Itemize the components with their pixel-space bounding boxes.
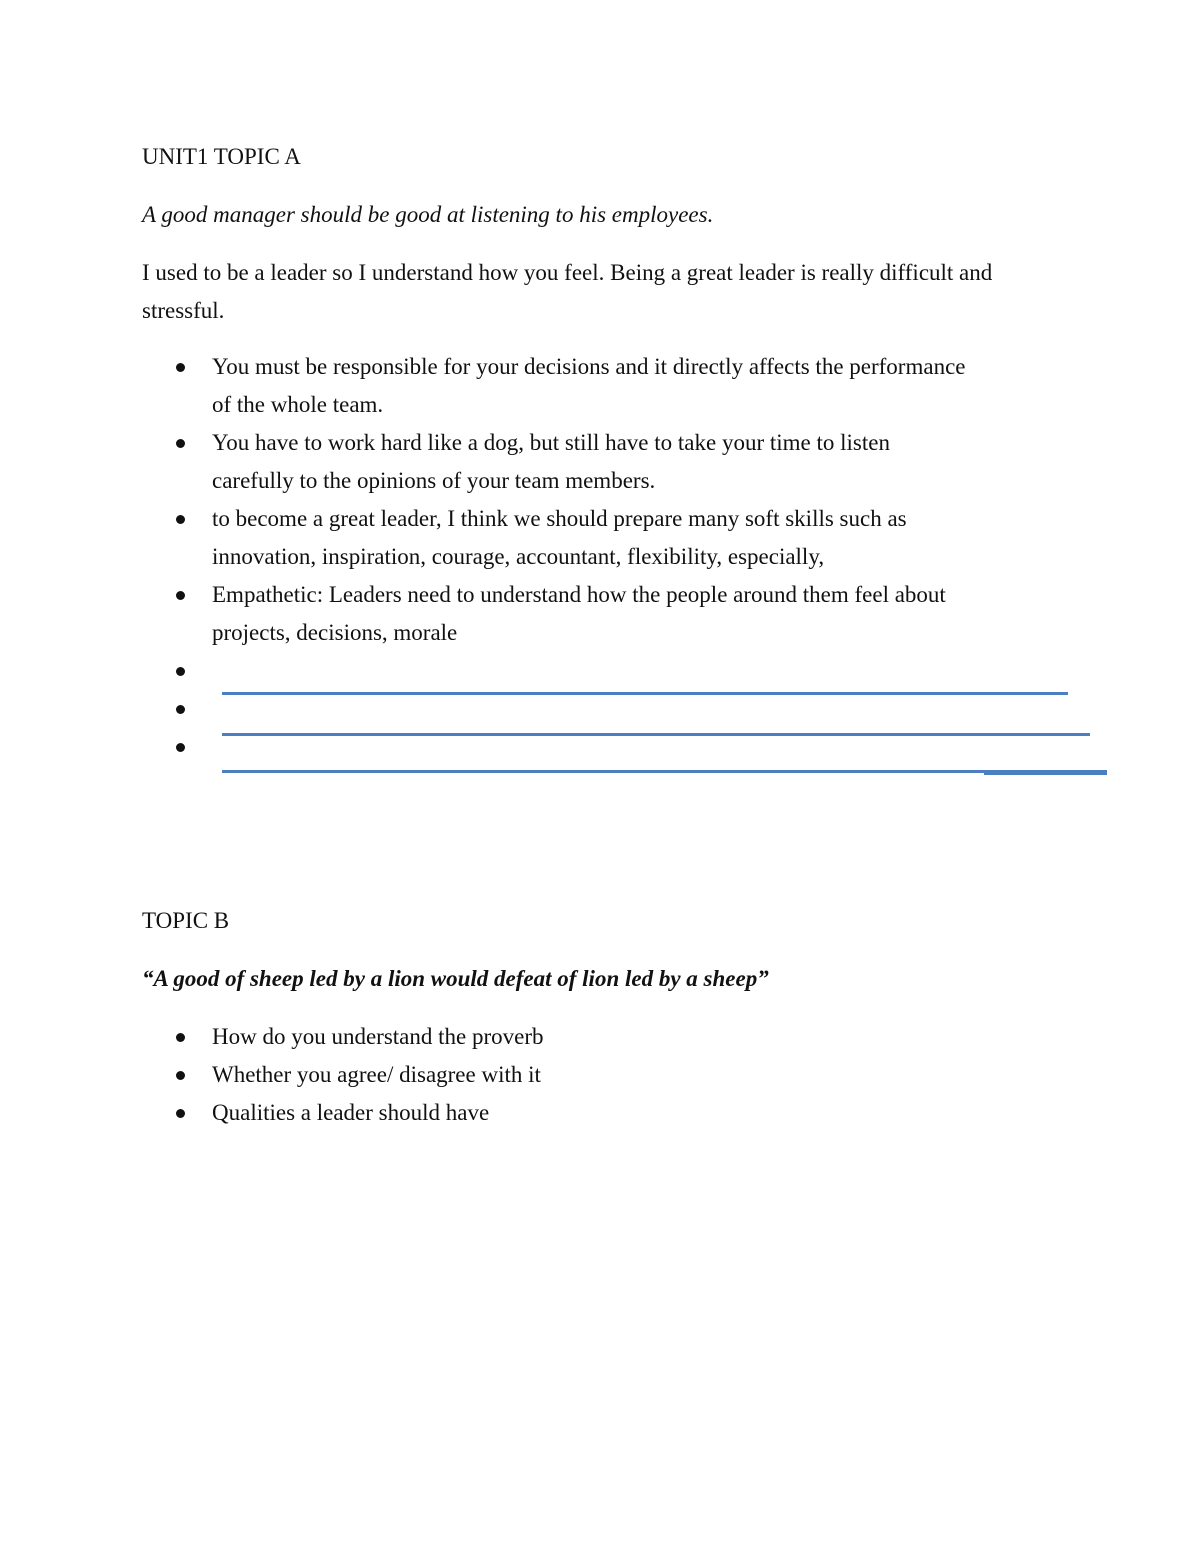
topic-a-heading: UNIT1 TOPIC A: [142, 144, 301, 169]
bullet-icon: [176, 743, 185, 752]
bullet-icon: [176, 667, 185, 676]
topic-b-bullet-list: [142, 1018, 942, 1132]
answer-line: [222, 770, 1107, 773]
list-item: [142, 500, 1062, 576]
list-item-text: Whether you agree/ disagree with it: [212, 1062, 541, 1087]
list-item: [142, 424, 1062, 500]
list-item-text: Empathetic: Leaders need to understand how the people around them feel about projects, decisions, morale: [212, 582, 946, 645]
bullet-icon: [176, 591, 185, 600]
topic-b-proverb: “A good of sheep led by a lion would defeat of lion led by a sheep”: [142, 966, 769, 991]
topic-b-heading: TOPIC B: [142, 908, 230, 933]
list-item-empty: [142, 652, 1062, 690]
bullet-icon: [176, 705, 185, 714]
topic-a-bullet-list: [142, 348, 1062, 766]
list-item-empty: [142, 690, 1062, 728]
answer-line: [222, 733, 1090, 736]
list-item: [142, 1056, 942, 1094]
list-item-text: You must be responsible for your decisions and it directly affects the performance of the whole team.: [212, 354, 966, 417]
bullet-icon: [176, 363, 185, 372]
answer-line-end: [984, 771, 1107, 775]
list-item: [142, 576, 1062, 652]
list-item-text: Qualities a leader should have: [212, 1100, 490, 1125]
bullet-icon: [176, 1071, 185, 1080]
list-item-text: You have to work hard like a dog, but still have to take your time to listen carefully to the opinions of your team members.: [212, 430, 890, 493]
answer-line: [222, 692, 1068, 695]
list-item: [142, 1094, 942, 1132]
bullet-icon: [176, 1109, 185, 1118]
list-item: [142, 348, 1062, 424]
list-item-text: to become a great leader, I think we should prepare many soft skills such as innovation, inspiration, courage, accountant, flexibility, especially,: [212, 506, 907, 569]
list-item-text: How do you understand the proverb: [212, 1024, 544, 1049]
bullet-icon: [176, 1033, 185, 1042]
topic-a-prompt: A good manager should be good at listening to his employees.: [142, 202, 714, 227]
list-item: [142, 1018, 942, 1056]
topic-a-paragraph: I used to be a leader so I understand how you feel. Being a great leader is really difficult and stressful.: [142, 260, 993, 323]
bullet-icon: [176, 515, 185, 524]
bullet-icon: [176, 439, 185, 448]
